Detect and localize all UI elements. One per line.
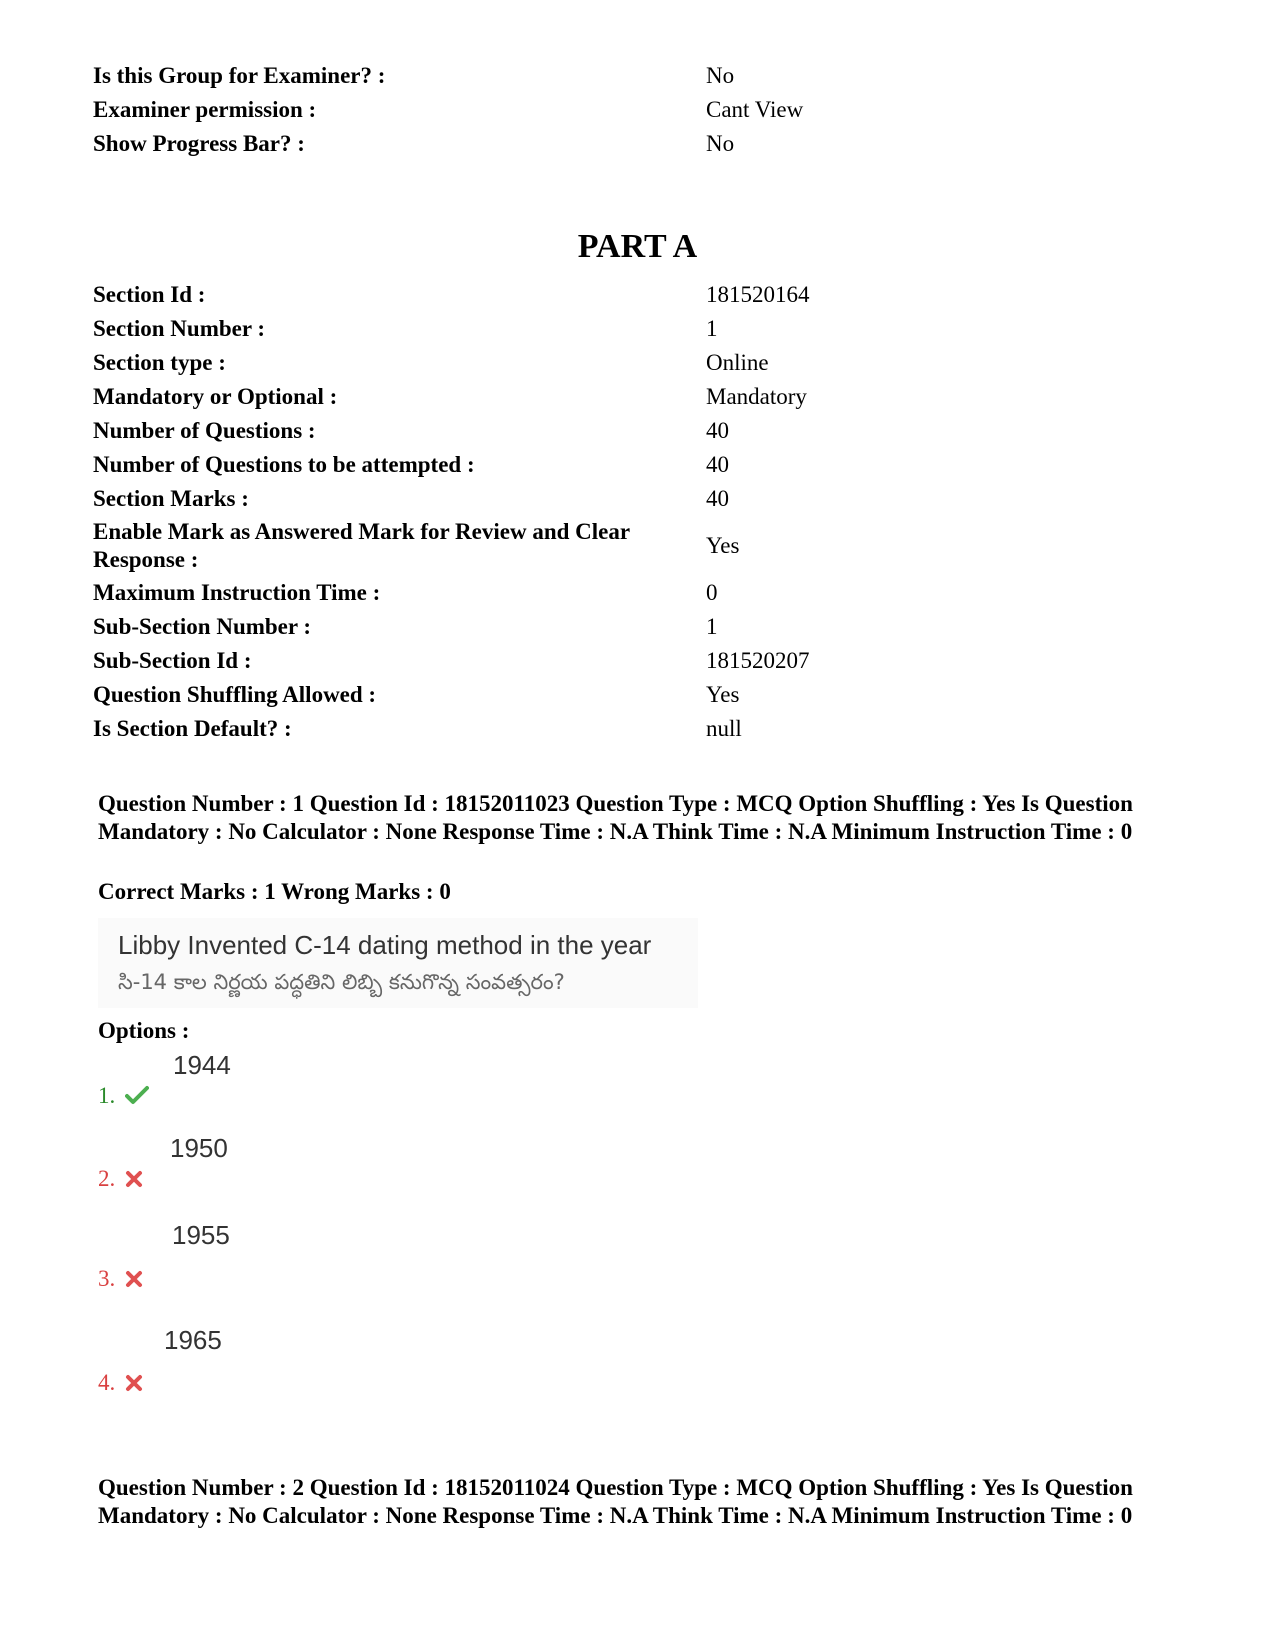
group-setting-row <box>93 59 953 93</box>
option-value: 1944 <box>173 1050 231 1080</box>
section-setting-row <box>93 482 953 516</box>
question-1-marks: Correct Marks : 1 Wrong Marks : 0 <box>98 879 451 904</box>
setting-label: Question Shuffling Allowed : <box>93 682 377 707</box>
option-number: 4. <box>98 1370 116 1395</box>
options-label: Options : <box>98 1018 190 1043</box>
setting-label: Sub-Section Number : <box>93 614 312 639</box>
setting-value: Cant View <box>706 97 804 122</box>
setting-value: 0 <box>706 580 718 605</box>
group-setting-row <box>93 127 953 161</box>
option-2 <box>98 1130 498 1190</box>
question-1-text-image <box>98 918 698 1008</box>
setting-value: Yes <box>706 682 740 707</box>
setting-value: 1 <box>706 316 718 341</box>
option-4 <box>98 1320 498 1395</box>
section-setting-row <box>93 312 953 346</box>
setting-value: Mandatory <box>706 384 807 409</box>
setting-label: Is this Group for Examiner? : <box>93 63 386 88</box>
setting-label: Section Marks : <box>93 486 249 511</box>
option-value: 1955 <box>172 1220 230 1250</box>
setting-label: Maximum Instruction Time : <box>93 580 381 605</box>
setting-label: Sub-Section Id : <box>93 648 252 673</box>
setting-value: Yes <box>706 533 740 558</box>
cross-icon <box>125 1170 145 1190</box>
setting-value: 181520164 <box>706 282 810 307</box>
setting-value: 40 <box>706 452 729 477</box>
section-setting-row <box>93 278 953 312</box>
setting-value: 40 <box>706 486 729 511</box>
section-setting-row <box>93 414 953 448</box>
part-title: PART A <box>577 228 698 265</box>
section-setting-row <box>93 712 953 746</box>
setting-label: Enable Mark as Answered Mark for Review and Clear Response : <box>93 519 630 572</box>
section-settings-table <box>93 278 953 746</box>
question-text-telugu: సి-14 కాల నిర్ణయ పద్ధతిని లిబ్బి కనుగొన్న సంవత్సరం? <box>118 970 565 994</box>
setting-label: Is Section Default? : <box>93 716 292 741</box>
question-2-header: Question Number : 2 Question Id : 18152011024 Question Type : MCQ Option Shuffling : Yes Is Question Mandatory : No Calculator : None Response Time : N.A Think Time : N.A Minimum Instruction Time : 0 <box>98 1475 1133 1528</box>
group-settings-table <box>93 59 953 161</box>
section-setting-row <box>93 346 953 380</box>
option-value: 1950 <box>170 1133 228 1163</box>
setting-label: Mandatory or Optional : <box>93 384 338 409</box>
cross-icon <box>125 1270 145 1290</box>
setting-value: 1 <box>706 614 718 639</box>
setting-label: Number of Questions to be attempted : <box>93 452 475 477</box>
setting-value: No <box>706 63 735 88</box>
question-1-header: Question Number : 1 Question Id : 18152011023 Question Type : MCQ Option Shuffling : Yes Is Question Mandatory : No Calculator : None Response Time : N.A Think Time : N.A Minimum Instruction Time : 0 <box>98 791 1133 844</box>
section-setting-row <box>93 610 953 644</box>
setting-value: 40 <box>706 418 729 443</box>
setting-value: No <box>706 131 735 156</box>
option-number: 2. <box>98 1166 116 1191</box>
option-3 <box>98 1218 498 1291</box>
option-number: 3. <box>98 1266 116 1291</box>
section-setting-row <box>93 644 953 678</box>
setting-label: Section Number : <box>93 316 266 341</box>
setting-value: Online <box>706 350 769 375</box>
option-number: 1. <box>98 1083 116 1108</box>
setting-label: Show Progress Bar? : <box>93 131 305 156</box>
question-text-english: Libby Invented C-14 dating method in the year <box>118 930 652 960</box>
section-setting-row <box>93 576 953 610</box>
setting-value: 181520207 <box>706 648 810 673</box>
option-1 <box>98 1045 498 1108</box>
section-setting-row <box>93 678 953 712</box>
setting-label: Examiner permission : <box>93 97 317 122</box>
section-setting-row <box>93 448 953 482</box>
setting-label: Section Id : <box>93 282 206 307</box>
setting-value: null <box>706 716 742 741</box>
check-icon <box>125 1085 145 1105</box>
section-setting-row <box>93 516 953 576</box>
setting-label: Number of Questions : <box>93 418 316 443</box>
section-setting-row <box>93 380 953 414</box>
option-value: 1965 <box>164 1325 222 1355</box>
cross-icon <box>125 1374 145 1394</box>
group-setting-row <box>93 93 953 127</box>
setting-label: Section type : <box>93 350 226 375</box>
